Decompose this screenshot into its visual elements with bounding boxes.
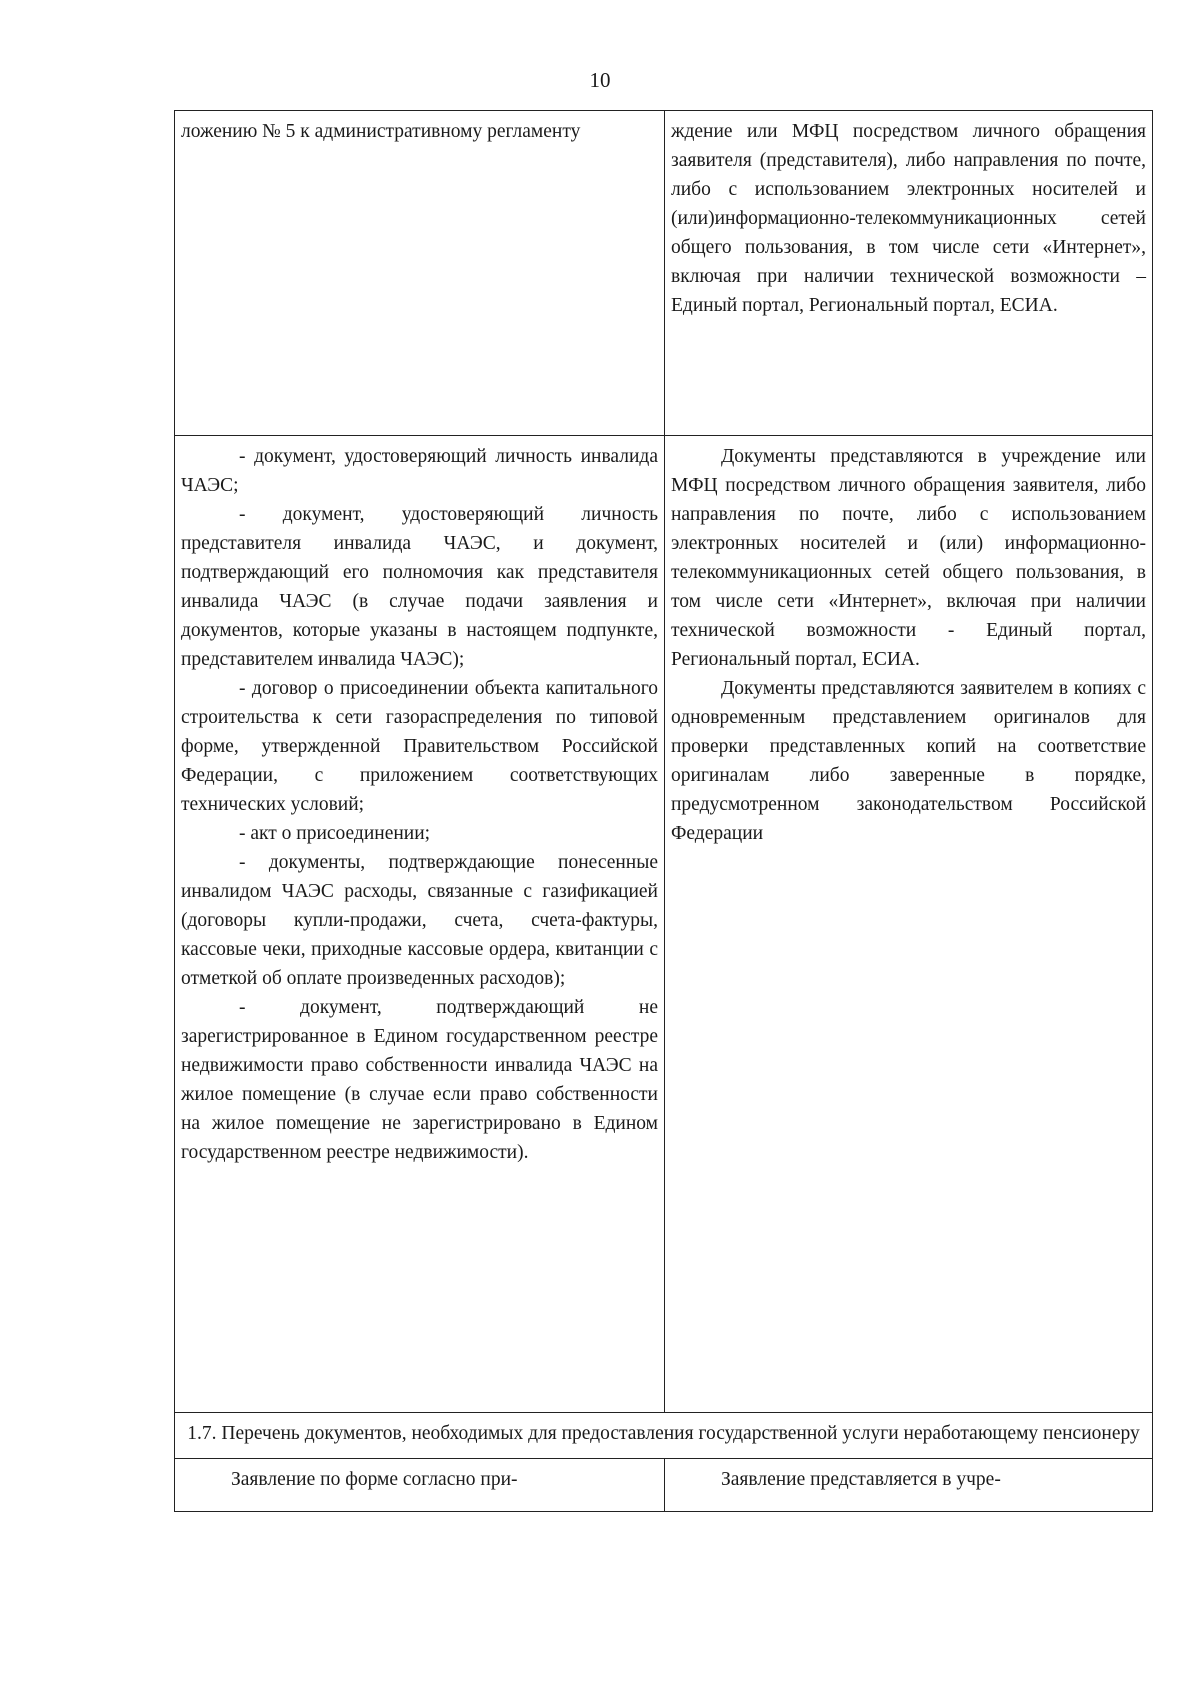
list-item: - договор о присоединении объекта капитального строительства к сети газораспределения по типовой форме, утвержденной Правительством Российской Федерации, с приложением соответствующих технических условий; <box>181 678 658 815</box>
paragraph: Документы представляются заявителем в копиях с одновременным представлением оригиналов для проверки представленных копий на соответствие оригиналам либо заверенные в порядке, предусмотренном законодательством Российской Федерации <box>671 678 1146 844</box>
paragraph: ждение или МФЦ посредством личного обращения заявителя (представителя), либо направления по почте, либо с использованием электронных носителей и (или)информационно-телекоммуникационных сетей общего пользования, в том числе сети «Интернет», включая при наличии технической возможности – Единый портал, Региональный портал, ЕСИА. <box>671 121 1146 316</box>
document-table <box>174 110 1153 1512</box>
table-cell-right <box>665 111 1153 436</box>
section-heading-row <box>175 1413 1153 1459</box>
section-heading: 1.7. Перечень документов, необходимых для предоставления государственной услуги неработающему пенсионеру <box>175 1413 1153 1459</box>
page-number: 10 <box>589 68 611 92</box>
paragraph: Заявление по форме согласно при- <box>231 1469 518 1490</box>
list-item: - документ, удостоверяющий личность инвалида ЧАЭС; <box>181 446 658 496</box>
paragraph: ложению № 5 к административному регламенту <box>181 121 581 142</box>
table-row <box>175 436 1153 1413</box>
list-item: - документ, подтверждающий не зарегистрированное в Едином государственном реестре недвижимости право собственности инвалида ЧАЭС на жилое помещение (в случае если право собственности на жилое помещение не зарегистрировано в Едином государственном реестре недвижимости). <box>181 997 658 1163</box>
table-cell-left <box>175 1459 665 1512</box>
list-item: - акт о присоединении; <box>239 823 431 844</box>
table-row <box>175 111 1153 436</box>
table-cell-right <box>665 1459 1153 1512</box>
table-cell-left <box>175 111 665 436</box>
table-row <box>175 1459 1153 1512</box>
list-item: - документ, удостоверяющий личность представителя инвалида ЧАЭС, и документ, подтверждающий его полномочия как представителя инвалида ЧАЭС (в случае подачи заявления и документов, которые указаны в настоящем подпункте, представителем инвалида ЧАЭС); <box>181 504 658 670</box>
paragraph: Заявление представляется в учре- <box>721 1469 1001 1490</box>
table-cell-left <box>175 436 665 1413</box>
table-cell-right <box>665 436 1153 1413</box>
paragraph: Документы представляются в учреждение или МФЦ посредством личного обращения заявителя, либо направления по почте, либо с использованием электронных носителей и (или) информационно-телекоммуникационных сетей общего пользования, в том числе сети «Интернет», включая при наличии технической возможности - Единый портал, Региональный портал, ЕСИА. <box>671 446 1146 670</box>
list-item: - документы, подтверждающие понесенные инвалидом ЧАЭС расходы, связанные с газификацией (договоры купли-продажи, счета, счета-фактуры, кассовые чеки, приходные кассовые ордера, квитанции с отметкой об оплате произведенных расходов); <box>181 852 658 989</box>
